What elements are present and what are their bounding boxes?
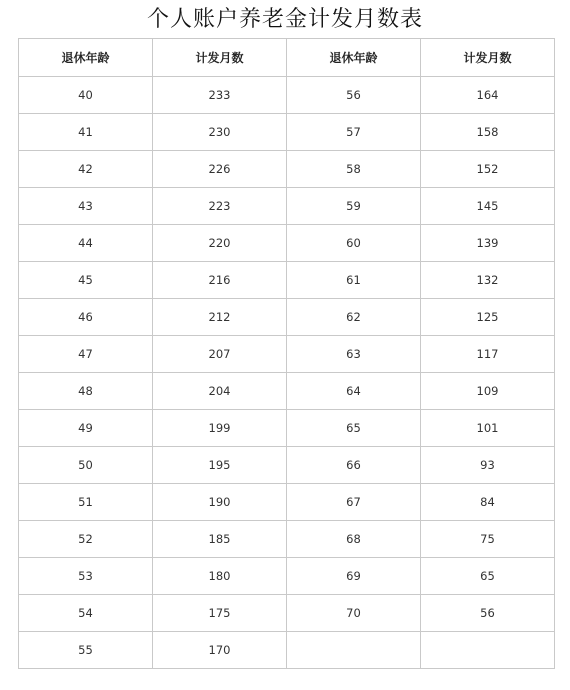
cell-retire-age-left: 48: [19, 373, 153, 410]
table-row: [19, 373, 555, 410]
cell-retire-age-right: 59: [287, 188, 421, 225]
cell-months-right: 125: [421, 299, 555, 336]
cell-months-left: 204: [153, 373, 287, 410]
cell-retire-age-left: 55: [19, 632, 153, 669]
table-header-row: [19, 39, 555, 77]
cell-retire-age-right: 65: [287, 410, 421, 447]
page-title: 个人账户养老金计发月数表: [146, 7, 423, 32]
cell-retire-age-right: [287, 632, 421, 669]
header-months-right: 计发月数: [421, 39, 555, 77]
cell-retire-age-right: 70: [287, 595, 421, 632]
table-row: [19, 299, 555, 336]
cell-months-left: 195: [153, 447, 287, 484]
table-row: [19, 484, 555, 521]
header-retire-age-left: 退休年龄: [19, 39, 153, 77]
cell-retire-age-left: 47: [19, 336, 153, 373]
cell-months-right: 109: [421, 373, 555, 410]
table-row: [19, 632, 555, 669]
cell-retire-age-left: 40: [19, 77, 153, 114]
cell-retire-age-left: 51: [19, 484, 153, 521]
cell-months-right: 75: [421, 521, 555, 558]
cell-months-right: 152: [421, 151, 555, 188]
cell-retire-age-right: 66: [287, 447, 421, 484]
cell-retire-age-right: 68: [287, 521, 421, 558]
cell-retire-age-right: 62: [287, 299, 421, 336]
cell-months-right: 158: [421, 114, 555, 151]
table-row: [19, 225, 555, 262]
cell-months-left: 216: [153, 262, 287, 299]
cell-months-right: 56: [421, 595, 555, 632]
cell-months-right: 164: [421, 77, 555, 114]
cell-retire-age-right: 69: [287, 558, 421, 595]
cell-months-left: 223: [153, 188, 287, 225]
table-row: [19, 410, 555, 447]
cell-retire-age-left: 44: [19, 225, 153, 262]
cell-months-left: 185: [153, 521, 287, 558]
cell-months-left: 212: [153, 299, 287, 336]
cell-retire-age-left: 49: [19, 410, 153, 447]
cell-retire-age-left: 50: [19, 447, 153, 484]
cell-retire-age-right: 63: [287, 336, 421, 373]
cell-retire-age-right: 61: [287, 262, 421, 299]
cell-months-right: 65: [421, 558, 555, 595]
cell-retire-age-left: 52: [19, 521, 153, 558]
table-row: [19, 336, 555, 373]
cell-months-left: 199: [153, 410, 287, 447]
table-row: [19, 447, 555, 484]
table-row: [19, 151, 555, 188]
cell-months-right: 84: [421, 484, 555, 521]
header-retire-age-right: 退休年龄: [287, 39, 421, 77]
cell-retire-age-left: 41: [19, 114, 153, 151]
table-row: [19, 558, 555, 595]
table-row: [19, 77, 555, 114]
cell-retire-age-right: 64: [287, 373, 421, 410]
cell-months-left: 226: [153, 151, 287, 188]
table-row: [19, 521, 555, 558]
cell-retire-age-left: 45: [19, 262, 153, 299]
cell-retire-age-right: 58: [287, 151, 421, 188]
table-row: [19, 262, 555, 299]
cell-retire-age-right: 57: [287, 114, 421, 151]
cell-retire-age-right: 67: [287, 484, 421, 521]
cell-retire-age-left: 43: [19, 188, 153, 225]
cell-retire-age-left: 54: [19, 595, 153, 632]
cell-months-right: 117: [421, 336, 555, 373]
cell-months-left: 220: [153, 225, 287, 262]
cell-months-right: 101: [421, 410, 555, 447]
cell-months-right: 139: [421, 225, 555, 262]
cell-retire-age-right: 56: [287, 77, 421, 114]
cell-retire-age-right: 60: [287, 225, 421, 262]
cell-retire-age-left: 53: [19, 558, 153, 595]
table-row: [19, 595, 555, 632]
cell-months-left: 230: [153, 114, 287, 151]
cell-months-left: 207: [153, 336, 287, 373]
pension-months-table: [18, 38, 555, 669]
cell-months-right: 145: [421, 188, 555, 225]
cell-months-left: 175: [153, 595, 287, 632]
header-months-left: 计发月数: [153, 39, 287, 77]
table-row: [19, 114, 555, 151]
cell-months-left: 190: [153, 484, 287, 521]
table-body: [19, 77, 555, 669]
cell-retire-age-left: 46: [19, 299, 153, 336]
cell-months-left: 180: [153, 558, 287, 595]
cell-months-left: 170: [153, 632, 287, 669]
cell-months-right: 132: [421, 262, 555, 299]
cell-retire-age-left: 42: [19, 151, 153, 188]
cell-months-right: 93: [421, 447, 555, 484]
table-row: [19, 188, 555, 225]
cell-months-left: 233: [153, 77, 287, 114]
cell-months-right: [421, 632, 555, 669]
